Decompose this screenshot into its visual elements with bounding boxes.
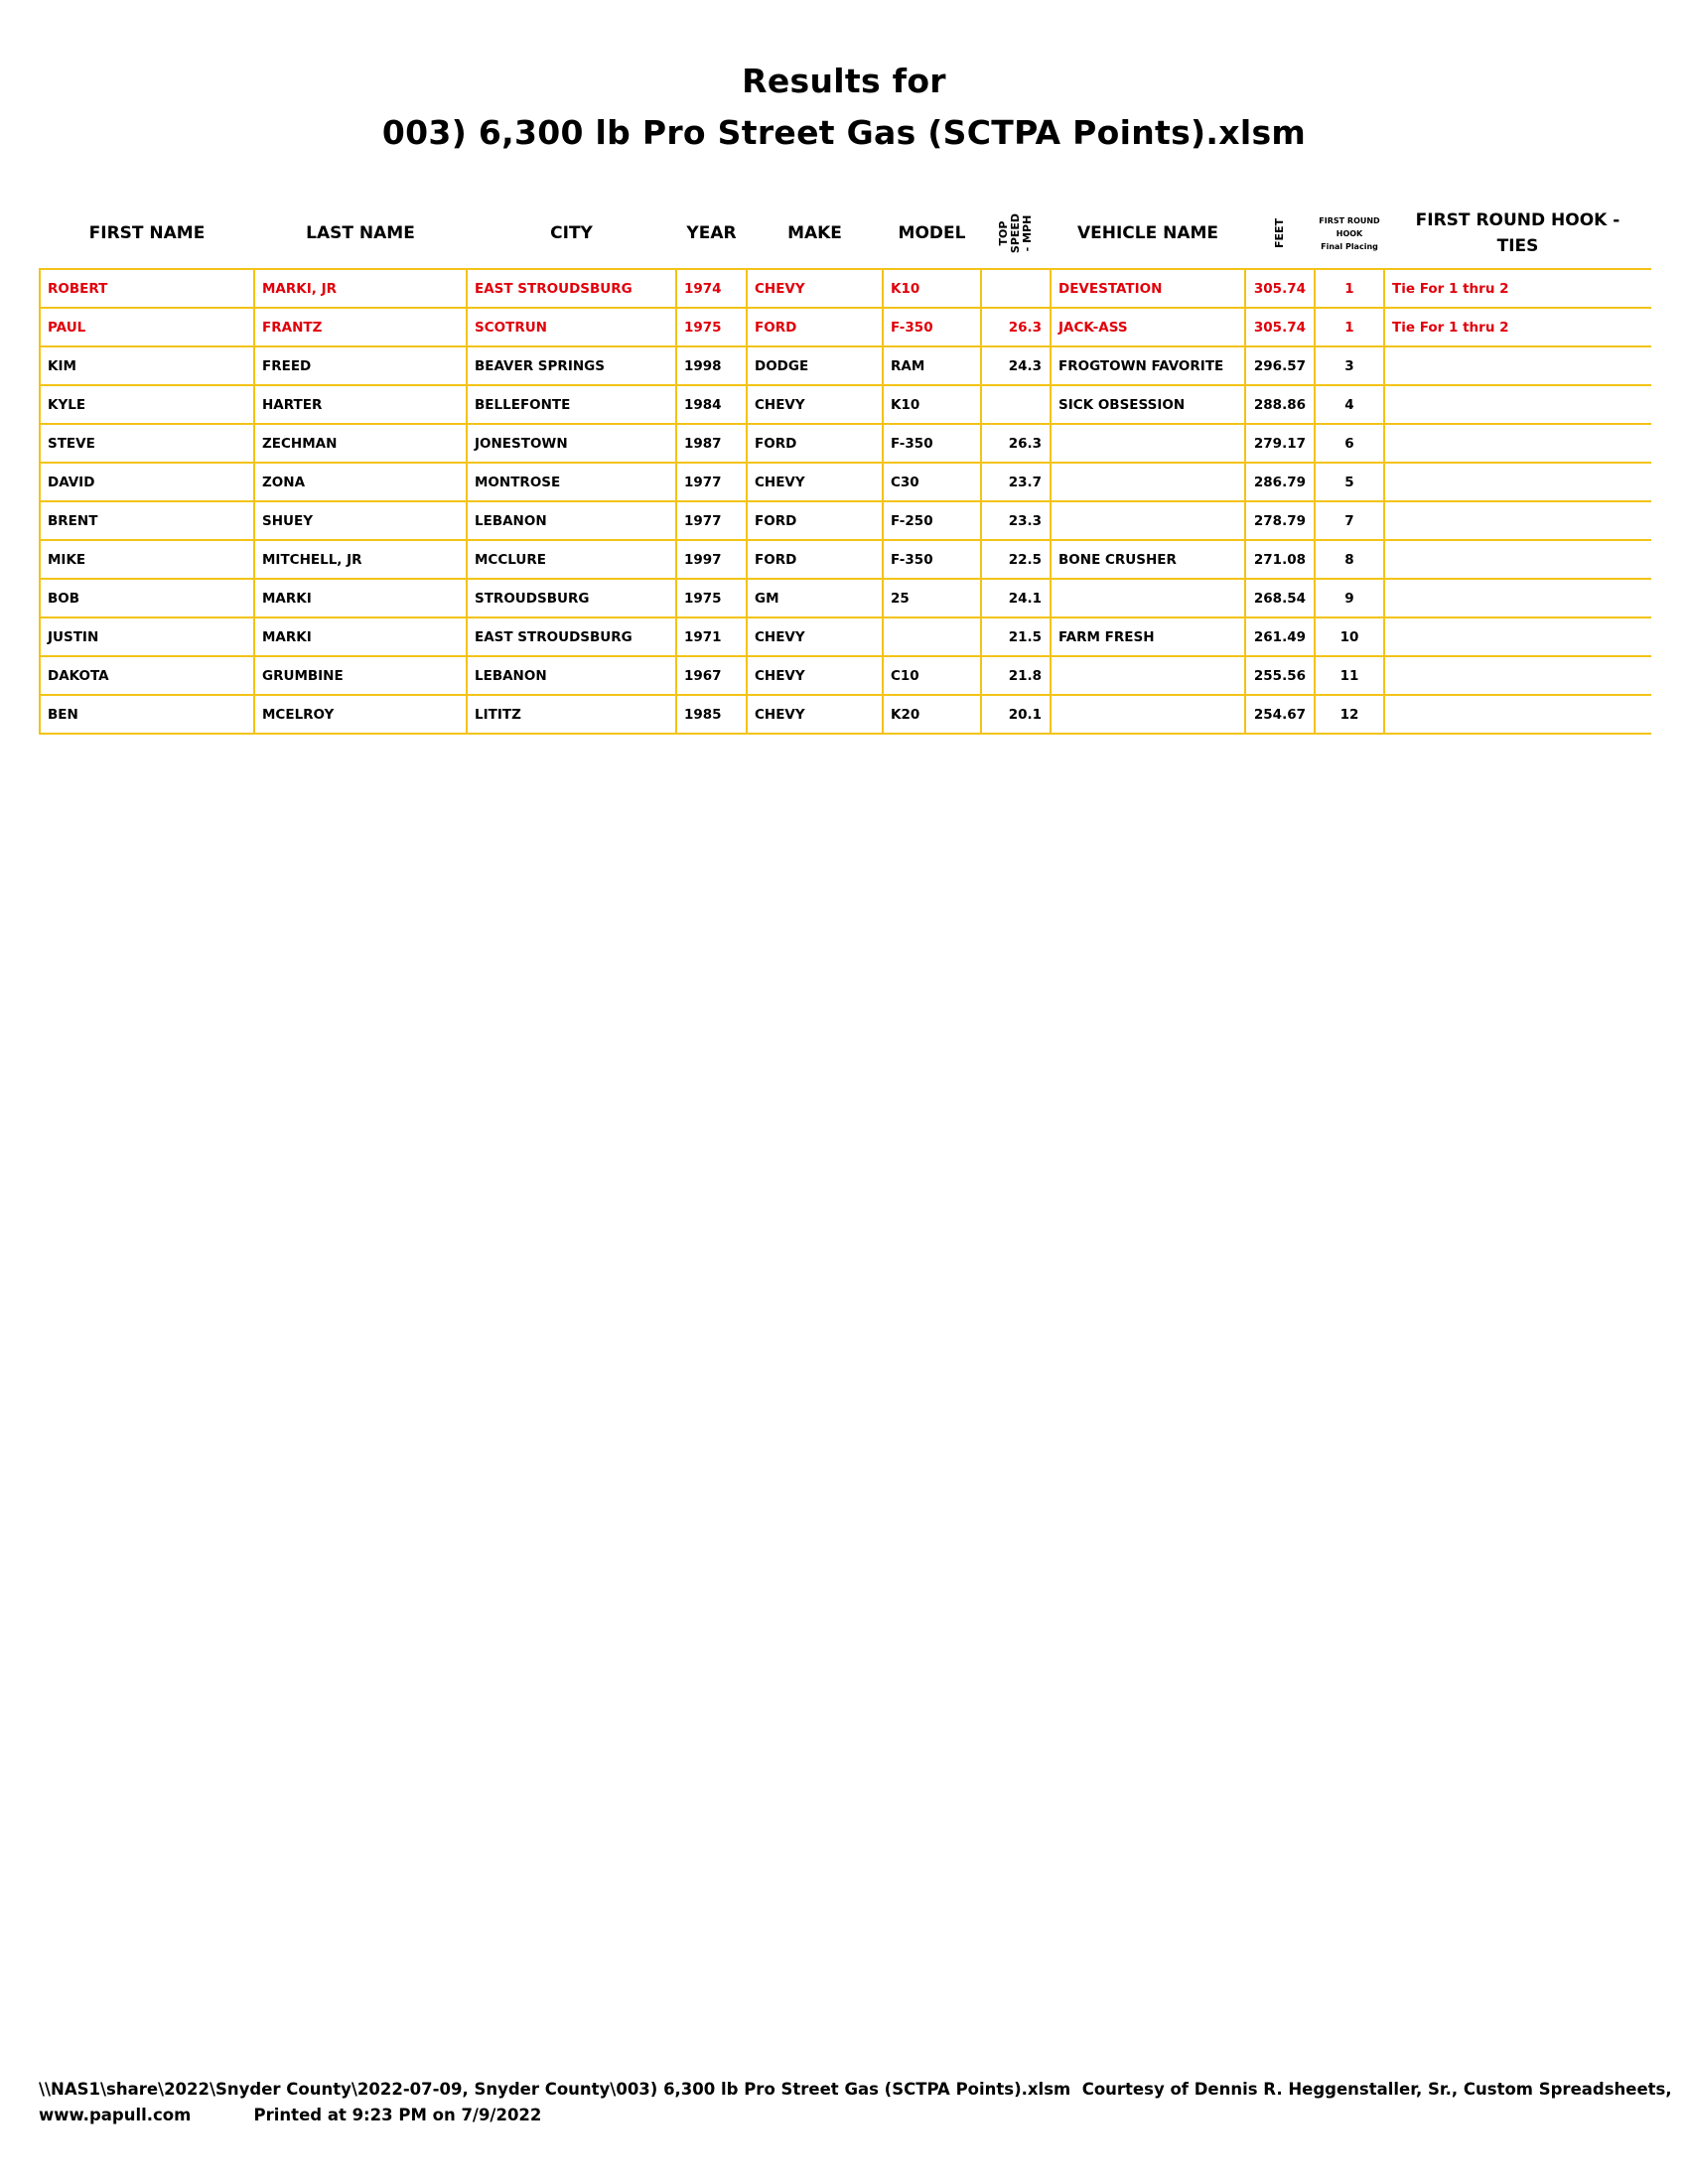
cell-vehicle-name bbox=[1051, 501, 1245, 540]
cell-city: EAST STROUDSBURG bbox=[467, 269, 676, 308]
cell-year: 1967 bbox=[676, 656, 747, 695]
cell-last-name: MCELROY bbox=[254, 695, 467, 734]
cell-ties bbox=[1384, 463, 1651, 501]
cell-model: K20 bbox=[883, 695, 981, 734]
page-subtitle: 003) 6,300 lb Pro Street Gas (SCTPA Points).xlsm bbox=[381, 113, 1307, 152]
cell-vehicle-name: FROGTOWN FAVORITE bbox=[1051, 346, 1245, 385]
cell-top-speed bbox=[981, 269, 1051, 308]
header-final-placing bbox=[1315, 199, 1384, 269]
cell-model: 25 bbox=[883, 579, 981, 617]
cell-make: CHEVY bbox=[747, 617, 883, 656]
table-row bbox=[40, 346, 1651, 385]
cell-top-speed: 23.7 bbox=[981, 463, 1051, 501]
cell-last-name: MARKI, JR bbox=[254, 269, 467, 308]
cell-year: 1985 bbox=[676, 695, 747, 734]
header-placing-line3: Final Placing bbox=[1321, 241, 1378, 251]
cell-feet: 254.67 bbox=[1245, 695, 1315, 734]
cell-feet: 278.79 bbox=[1245, 501, 1315, 540]
cell-make: CHEVY bbox=[747, 463, 883, 501]
cell-feet: 279.17 bbox=[1245, 424, 1315, 463]
table-row bbox=[40, 385, 1651, 424]
table-row bbox=[40, 501, 1651, 540]
cell-make: FORD bbox=[747, 501, 883, 540]
cell-first-name: KIM bbox=[40, 346, 254, 385]
cell-make: CHEVY bbox=[747, 385, 883, 424]
cell-final-placing: 11 bbox=[1315, 656, 1384, 695]
cell-city: JONESTOWN bbox=[467, 424, 676, 463]
cell-vehicle-name: FARM FRESH bbox=[1051, 617, 1245, 656]
cell-top-speed: 24.1 bbox=[981, 579, 1051, 617]
cell-final-placing: 1 bbox=[1315, 308, 1384, 346]
cell-city: LEBANON bbox=[467, 501, 676, 540]
cell-top-speed: 26.3 bbox=[981, 308, 1051, 346]
cell-first-name: KYLE bbox=[40, 385, 254, 424]
cell-final-placing: 4 bbox=[1315, 385, 1384, 424]
cell-vehicle-name bbox=[1051, 656, 1245, 695]
table-row bbox=[40, 463, 1651, 501]
cell-vehicle-name: SICK OBSESSION bbox=[1051, 385, 1245, 424]
cell-top-speed: 24.3 bbox=[981, 346, 1051, 385]
cell-first-name: JUSTIN bbox=[40, 617, 254, 656]
cell-last-name: MARKI bbox=[254, 579, 467, 617]
cell-model: K10 bbox=[883, 269, 981, 308]
table-row bbox=[40, 308, 1651, 346]
cell-ties bbox=[1384, 501, 1651, 540]
header-top-speed-line2: SPEED bbox=[1009, 212, 1022, 254]
cell-make: CHEVY bbox=[747, 269, 883, 308]
cell-top-speed: 22.5 bbox=[981, 540, 1051, 579]
footer-url: www.papull.com bbox=[39, 2106, 192, 2124]
cell-first-name: BEN bbox=[40, 695, 254, 734]
page-footer bbox=[39, 2077, 1672, 2128]
cell-vehicle-name bbox=[1051, 695, 1245, 734]
cell-final-placing: 3 bbox=[1315, 346, 1384, 385]
header-last-name: LAST NAME bbox=[306, 223, 415, 243]
cell-make: CHEVY bbox=[747, 656, 883, 695]
cell-year: 1997 bbox=[676, 540, 747, 579]
cell-city: LITITZ bbox=[467, 695, 676, 734]
header-model: MODEL bbox=[898, 223, 966, 243]
header-top-speed-line3: - MPH bbox=[1021, 214, 1034, 252]
header-top-speed-line1: TOP bbox=[997, 220, 1010, 246]
footer-file-path: \\NAS1\share\2022\Snyder County\2022-07-09, Snyder County\003) 6,300 lb Pro Street Gas (SCTPA Points).xlsm Courtesy of Dennis R. Heggenstaller, Sr., Custom Spreadsheets, bbox=[39, 2080, 1672, 2099]
cell-last-name: GRUMBINE bbox=[254, 656, 467, 695]
cell-feet: 296.57 bbox=[1245, 346, 1315, 385]
cell-top-speed: 21.5 bbox=[981, 617, 1051, 656]
cell-first-name: DAVID bbox=[40, 463, 254, 501]
cell-model: F-250 bbox=[883, 501, 981, 540]
header-ties-line1: FIRST ROUND HOOK - bbox=[1415, 210, 1620, 230]
cell-model: F-350 bbox=[883, 540, 981, 579]
cell-feet: 261.49 bbox=[1245, 617, 1315, 656]
header-placing-line2: HOOK bbox=[1336, 228, 1363, 238]
cell-make: FORD bbox=[747, 308, 883, 346]
cell-year: 1998 bbox=[676, 346, 747, 385]
cell-last-name: SHUEY bbox=[254, 501, 467, 540]
cell-final-placing: 12 bbox=[1315, 695, 1384, 734]
header-feet bbox=[1245, 199, 1315, 269]
cell-feet: 268.54 bbox=[1245, 579, 1315, 617]
cell-first-name: PAUL bbox=[40, 308, 254, 346]
header-feet-label: FEET bbox=[1272, 217, 1286, 249]
table-row bbox=[40, 695, 1651, 734]
header-city: CITY bbox=[550, 223, 593, 243]
cell-first-name: DAKOTA bbox=[40, 656, 254, 695]
cell-last-name: ZECHMAN bbox=[254, 424, 467, 463]
cell-year: 1977 bbox=[676, 501, 747, 540]
cell-feet: 286.79 bbox=[1245, 463, 1315, 501]
cell-city: STROUDSBURG bbox=[467, 579, 676, 617]
cell-make: FORD bbox=[747, 540, 883, 579]
cell-year: 1971 bbox=[676, 617, 747, 656]
cell-make: FORD bbox=[747, 424, 883, 463]
cell-ties: Tie For 1 thru 2 bbox=[1384, 308, 1651, 346]
header-ties bbox=[1384, 199, 1651, 269]
cell-year: 1975 bbox=[676, 579, 747, 617]
cell-ties bbox=[1384, 346, 1651, 385]
results-table bbox=[39, 199, 1651, 735]
cell-model: C10 bbox=[883, 656, 981, 695]
cell-feet: 288.86 bbox=[1245, 385, 1315, 424]
cell-ties bbox=[1384, 656, 1651, 695]
cell-vehicle-name bbox=[1051, 463, 1245, 501]
cell-model: F-350 bbox=[883, 424, 981, 463]
table-row bbox=[40, 617, 1651, 656]
cell-final-placing: 5 bbox=[1315, 463, 1384, 501]
header-placing-line1: FIRST ROUND bbox=[1319, 215, 1380, 225]
table-row bbox=[40, 656, 1651, 695]
cell-city: MONTROSE bbox=[467, 463, 676, 501]
cell-year: 1984 bbox=[676, 385, 747, 424]
cell-model: RAM bbox=[883, 346, 981, 385]
cell-year: 1977 bbox=[676, 463, 747, 501]
cell-year: 1987 bbox=[676, 424, 747, 463]
table-body bbox=[40, 269, 1651, 734]
cell-final-placing: 1 bbox=[1315, 269, 1384, 308]
cell-top-speed: 26.3 bbox=[981, 424, 1051, 463]
cell-ties bbox=[1384, 540, 1651, 579]
cell-last-name: ZONA bbox=[254, 463, 467, 501]
page-title: Results for bbox=[742, 62, 946, 100]
cell-first-name: ROBERT bbox=[40, 269, 254, 308]
cell-ties bbox=[1384, 617, 1651, 656]
cell-city: LEBANON bbox=[467, 656, 676, 695]
table-row bbox=[40, 579, 1651, 617]
cell-model: C30 bbox=[883, 463, 981, 501]
cell-final-placing: 10 bbox=[1315, 617, 1384, 656]
table-row bbox=[40, 269, 1651, 308]
cell-vehicle-name bbox=[1051, 424, 1245, 463]
cell-city: BEAVER SPRINGS bbox=[467, 346, 676, 385]
cell-first-name: MIKE bbox=[40, 540, 254, 579]
cell-first-name: BRENT bbox=[40, 501, 254, 540]
cell-top-speed bbox=[981, 385, 1051, 424]
cell-city: SCOTRUN bbox=[467, 308, 676, 346]
cell-first-name: STEVE bbox=[40, 424, 254, 463]
cell-top-speed: 23.3 bbox=[981, 501, 1051, 540]
cell-year: 1974 bbox=[676, 269, 747, 308]
footer-printed: Printed at 9:23 PM on 7/9/2022 bbox=[253, 2106, 542, 2124]
cell-last-name: FREED bbox=[254, 346, 467, 385]
cell-city: MCCLURE bbox=[467, 540, 676, 579]
cell-final-placing: 9 bbox=[1315, 579, 1384, 617]
header-ties-line2: TIES bbox=[1496, 236, 1539, 256]
cell-feet: 305.74 bbox=[1245, 269, 1315, 308]
header-top-speed bbox=[981, 199, 1051, 269]
cell-vehicle-name: DEVESTATION bbox=[1051, 269, 1245, 308]
table-row bbox=[40, 424, 1651, 463]
cell-vehicle-name: JACK-ASS bbox=[1051, 308, 1245, 346]
cell-ties: Tie For 1 thru 2 bbox=[1384, 269, 1651, 308]
cell-final-placing: 6 bbox=[1315, 424, 1384, 463]
header-year: YEAR bbox=[686, 223, 737, 243]
cell-last-name: HARTER bbox=[254, 385, 467, 424]
cell-model: F-350 bbox=[883, 308, 981, 346]
cell-make: CHEVY bbox=[747, 695, 883, 734]
cell-feet: 271.08 bbox=[1245, 540, 1315, 579]
cell-ties bbox=[1384, 579, 1651, 617]
cell-top-speed: 21.8 bbox=[981, 656, 1051, 695]
header-make: MAKE bbox=[787, 223, 842, 243]
cell-final-placing: 7 bbox=[1315, 501, 1384, 540]
cell-make: GM bbox=[747, 579, 883, 617]
cell-model bbox=[883, 617, 981, 656]
table-row bbox=[40, 540, 1651, 579]
cell-last-name: MARKI bbox=[254, 617, 467, 656]
cell-first-name: BOB bbox=[40, 579, 254, 617]
cell-ties bbox=[1384, 385, 1651, 424]
table-header bbox=[40, 199, 1651, 269]
header-first-name: FIRST NAME bbox=[88, 223, 206, 243]
cell-year: 1975 bbox=[676, 308, 747, 346]
cell-final-placing: 8 bbox=[1315, 540, 1384, 579]
cell-last-name: MITCHELL, JR bbox=[254, 540, 467, 579]
cell-city: BELLEFONTE bbox=[467, 385, 676, 424]
cell-last-name: FRANTZ bbox=[254, 308, 467, 346]
cell-vehicle-name bbox=[1051, 579, 1245, 617]
cell-feet: 305.74 bbox=[1245, 308, 1315, 346]
cell-top-speed: 20.1 bbox=[981, 695, 1051, 734]
cell-feet: 255.56 bbox=[1245, 656, 1315, 695]
header-vehicle-name: VEHICLE NAME bbox=[1076, 223, 1219, 243]
cell-ties bbox=[1384, 424, 1651, 463]
cell-model: K10 bbox=[883, 385, 981, 424]
cell-make: DODGE bbox=[747, 346, 883, 385]
cell-vehicle-name: BONE CRUSHER bbox=[1051, 540, 1245, 579]
cell-city: EAST STROUDSBURG bbox=[467, 617, 676, 656]
cell-ties bbox=[1384, 695, 1651, 734]
